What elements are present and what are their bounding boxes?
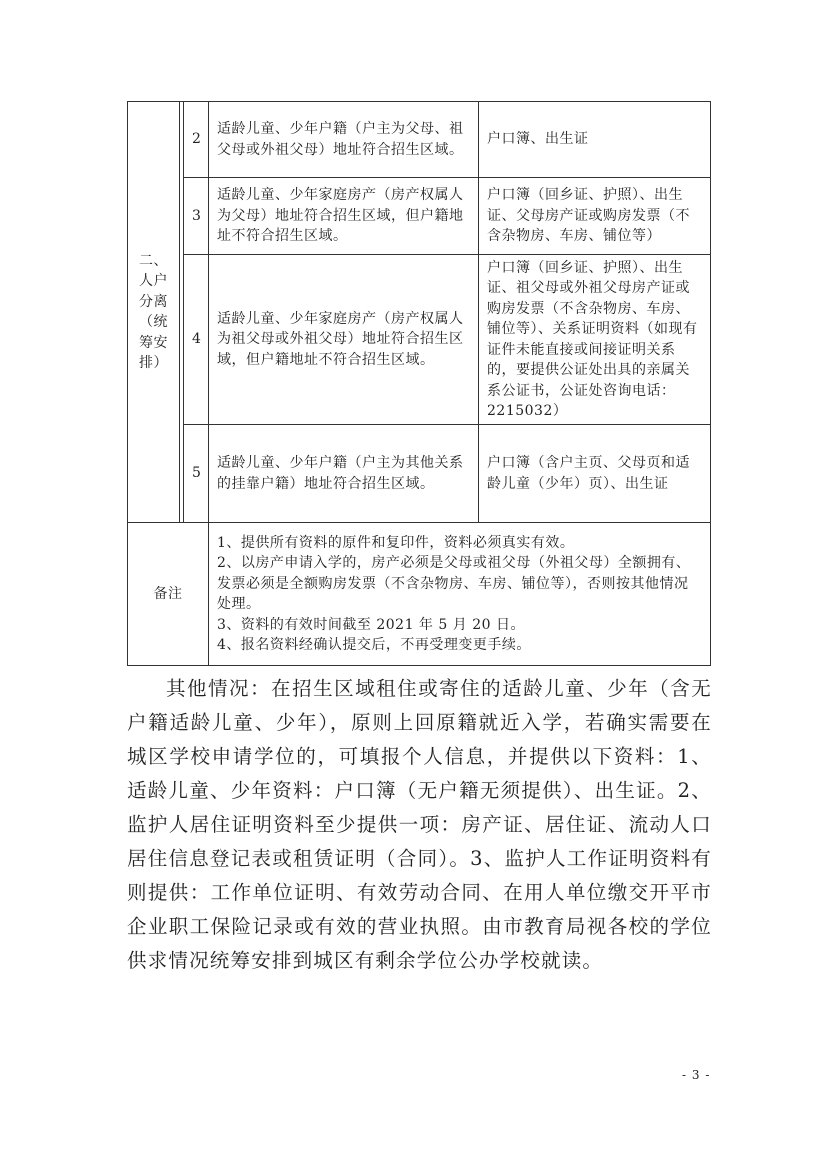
table-row xyxy=(128,102,711,178)
group-label: 二、人户分离（统筹安排） xyxy=(139,252,168,371)
remark-item: 2、以房产申请入学的，房产必须是父母或祖父母（外祖父母）全额拥有、发票必须是全额购房发票（不含杂物房、车房、铺位等），否则按其他情况处理。 xyxy=(217,555,691,612)
remarks-label: 备注 xyxy=(128,523,209,666)
condition-cell: 适龄儿童、少年户籍（户主为其他关系的挂靠户籍）地址符合招生区域。 xyxy=(209,425,479,523)
remarks-cell xyxy=(209,523,711,666)
other-situation-paragraph: 其他情况：在招生区域租住或寄住的适龄儿童、少年（含无户籍适龄儿童、少年），原则上回原籍就近入学，若确实需要在城区学校申请学位的，可填报个人信息，并提供以下资料：1、适龄儿童、少年资料：户口簿（无户籍无须提供）、出生证。2、监护人居住证明资料至少提供一项：房产证、居住证、流动人口居住信息登记表或租赁证明（合同）。3、监护人工作证明资料有则提供：工作单位证明、有效劳动合同、在用人单位缴交开平市企业职工保险记录或有效的营业执照。由市教育局视各校的学位供求情况统筹安排到城区有剩余学位公办学校就读。 xyxy=(127,677,712,972)
row-number: 3 xyxy=(184,178,209,255)
condition-cell: 适龄儿童、少年家庭房产（房产权属人为祖父母或外祖父母）地址符合招生区域，但户籍地址不符合招生区域。 xyxy=(209,255,479,425)
table-row xyxy=(128,178,711,255)
row-number: 2 xyxy=(184,102,209,178)
materials-cell: 户口簿（含户主页、父母页和适龄儿童（少年）页）、出生证 xyxy=(479,425,711,523)
remark-item: 3、资料的有效时间截至 2021 年 5 月 20 日。 xyxy=(217,616,525,633)
group-label-cell xyxy=(128,102,180,523)
materials-cell: 户口簿（回乡证、护照）、出生证、祖父母或外祖父母房产证或购房发票（不含杂物房、车房、铺位等）、关系证明资料（如现有证件未能直接或间接证明关系的，要提供公证处出具的亲属关系公证书，公证处咨询电话：2215032） xyxy=(479,255,711,425)
table-row xyxy=(128,255,711,425)
row-number: 5 xyxy=(184,425,209,523)
condition-cell: 适龄儿童、少年户籍（户主为父母、祖父母或外祖父母）地址符合招生区域。 xyxy=(209,102,479,178)
materials-cell: 户口簿（回乡证、护照）、出生证、父母房产证或购房发票（不含杂物房、车房、铺位等） xyxy=(479,178,711,255)
table-row xyxy=(128,425,711,523)
remark-item: 1、提供所有资料的原件和复印件，资料必须真实有效。 xyxy=(217,534,575,551)
page-number: - 3 - xyxy=(682,1068,711,1082)
row-number: 4 xyxy=(184,255,209,425)
remark-item: 4、报名资料经确认提交后，不再受理变更手续。 xyxy=(217,637,531,653)
remarks-row xyxy=(128,523,711,666)
condition-cell: 适龄儿童、少年家庭房产（房产权属人为父母）地址符合招生区域，但户籍地址不符合招生区域。 xyxy=(209,178,479,255)
materials-cell: 户口簿、出生证 xyxy=(479,102,711,178)
requirements-table xyxy=(127,101,711,666)
